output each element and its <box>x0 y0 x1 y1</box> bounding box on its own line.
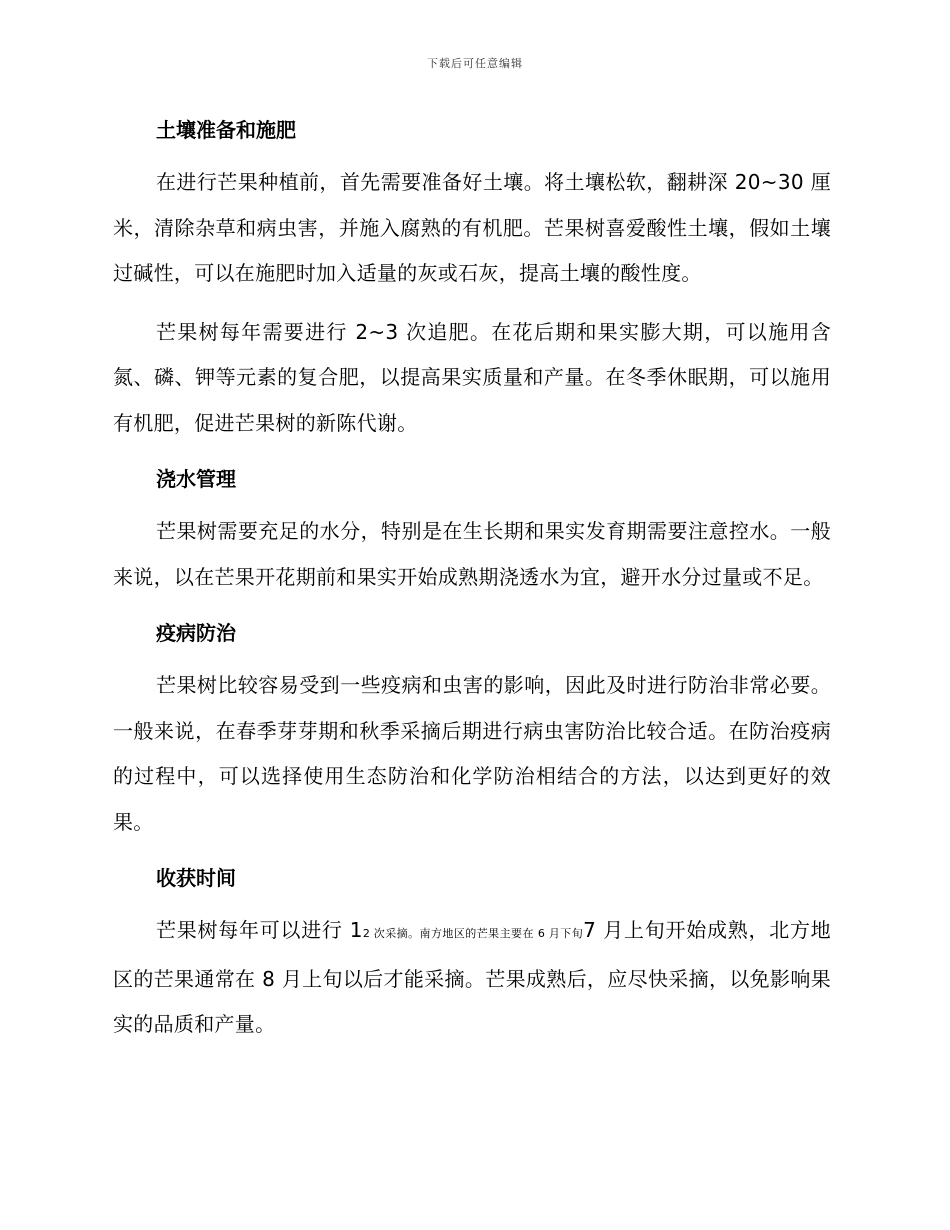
section-heading: 收获时间 <box>156 866 236 890</box>
paragraph <box>113 908 831 1048</box>
section-watering <box>113 459 831 600</box>
paragraph: 在进行芒果种植前，首先需要准备好土壤。将土壤松软，翻耕深 20~30 厘米，清除杂草和病虫害，并施入腐熟的有机肥。芒果树喜爱酸性土壤，假如土壤过碱性，可以在施肥时加入适量的灰或石灰，提高土壤的酸性度。 <box>113 170 831 285</box>
section-heading: 土壤准备和施肥 <box>156 118 296 142</box>
paragraph: 芒果树需要充足的水分，特别是在生长期和果实发育期需要注意控水。一般来说，以在芒果开花期前和果实开始成熟期浇透水为宜，避开水分过量或不足。 <box>113 519 831 589</box>
section-disease-control <box>113 613 831 845</box>
harvest-text-part2: 7 月上旬开始成熟，北方地区的芒果通常在 8 月上旬以后才能采摘。芒果成熟后，应尽快采摘，以免影响果实的品质和产量。 <box>113 918 831 1036</box>
harvest-text-small: 2 次采摘。南方地区的芒果主要在 6 月下旬 <box>362 927 584 940</box>
section-harvest <box>113 858 831 1048</box>
harvest-text-part1: 芒果树每年可以进行 1 <box>156 918 363 942</box>
section-soil <box>113 110 831 446</box>
header-note: 下载后可任意编辑 <box>427 57 523 70</box>
section-heading: 疫病防治 <box>156 621 236 645</box>
document-body <box>113 110 831 1061</box>
paragraph: 芒果树每年需要进行 2~3 次追肥。在花后期和果实膨大期，可以施用含氮、磷、钾等元素的复合肥，以提高果实质量和产量。在冬季休眠期，可以施用有机肥，促进芒果树的新陈代谢。 <box>113 319 831 435</box>
section-heading: 浇水管理 <box>156 467 236 491</box>
paragraph: 芒果树比较容易受到一些疫病和虫害的影响，因此及时进行防治非常必要。一般来说，在春季芽芽期和秋季采摘后期进行病虫害防治比较合适。在防治疫病的过程中，可以选择使用生态防治和化学防治相结合的方法，以达到更好的效果。 <box>113 673 831 834</box>
